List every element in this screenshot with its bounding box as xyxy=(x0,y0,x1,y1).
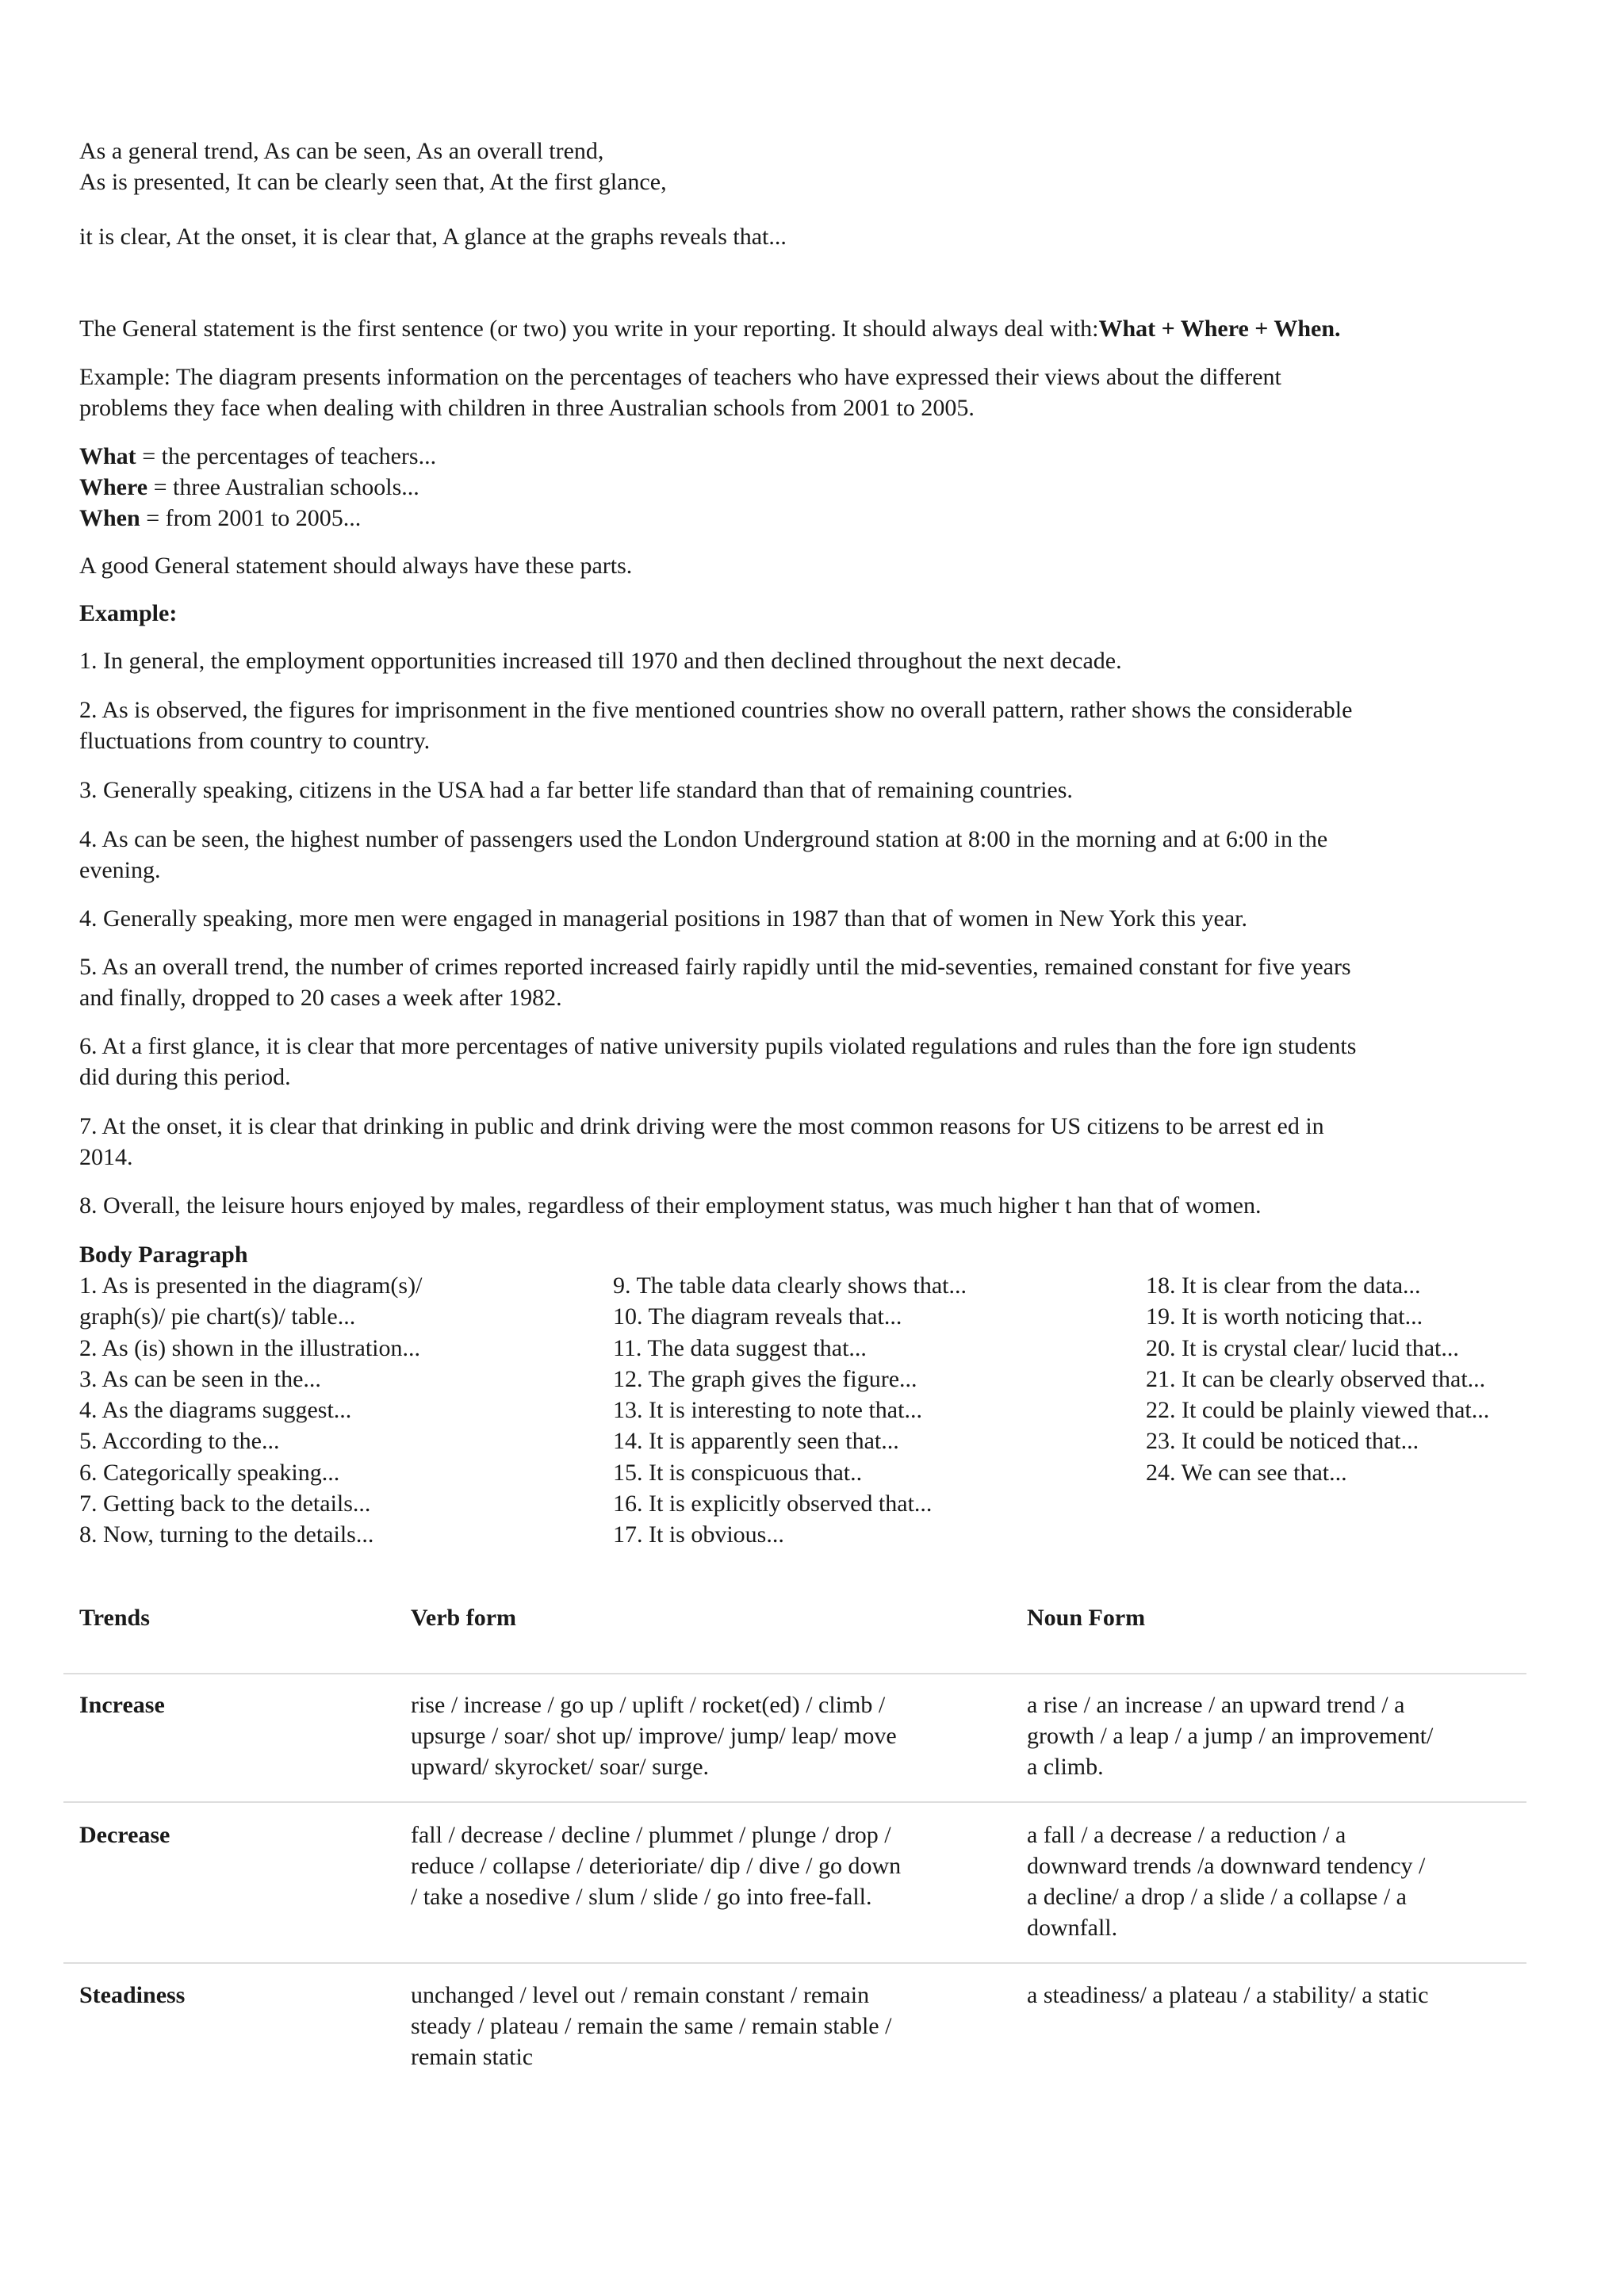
body-phrase: 13. It is interesting to note that... xyxy=(613,1397,922,1424)
example-item xyxy=(79,695,1352,756)
where-text: = three Australian schools... xyxy=(147,474,419,500)
verb-form-line: upsurge / soar/ shot up/ improve/ jump/ leap/ move xyxy=(411,1723,897,1749)
body-phrase: 3. As can be seen in the... xyxy=(79,1365,321,1392)
example-line: 2. As is observed, the figures for imprisonment in the five mentioned countries show no overall pattern, rather shows the considerable xyxy=(79,697,1353,723)
body-phrase: 23. It could be noticed that... xyxy=(1146,1428,1419,1455)
table-header-noun-form: Noun Form xyxy=(1027,1605,1146,1631)
where-line xyxy=(79,472,436,503)
body-phrase: 2. As (is) shown in the illustration... xyxy=(79,1334,420,1361)
body-phrases-column-1 xyxy=(79,1270,422,1551)
noun-form-cell xyxy=(1027,1689,1433,1782)
example-line: did during this period. xyxy=(79,1064,291,1090)
verb-form-cell xyxy=(411,1980,891,2072)
example-line: 2014. xyxy=(79,1144,133,1170)
example-item xyxy=(79,1111,1324,1173)
example-item xyxy=(79,1031,1356,1093)
noun-form-line: downfall. xyxy=(1027,1915,1118,1941)
example-line: 4. Generally speaking, more men were engaged in managerial positions in 1987 than that of women in New York this year. xyxy=(79,905,1247,932)
example-line: 5. As an overall trend, the number of crimes reported increased fairly rapidly until the mid-seventies, remained constant for five years xyxy=(79,954,1351,980)
what-where-when-list xyxy=(79,441,436,534)
noun-form-cell xyxy=(1027,1980,1429,2011)
verb-form-line: unchanged / level out / remain constant / remain xyxy=(411,1982,870,2008)
intro-line: As is presented, It can be clearly seen that, At the first glance, xyxy=(79,169,667,195)
example-item xyxy=(79,903,1247,934)
example-line: 4. As can be seen, the highest number of passengers used the London Underground station at 8:00 in the morning and at 6:00 in the xyxy=(79,826,1328,852)
body-phrase: 9. The table data clearly shows that... xyxy=(613,1272,967,1299)
body-phrase: 10. The diagram reveals that... xyxy=(613,1303,902,1330)
verb-form-cell xyxy=(411,1689,897,1782)
example-item xyxy=(79,1190,1261,1221)
intro-line: it is clear, At the onset, it is clear that, A glance at the graphs reveals that... xyxy=(79,224,787,250)
example-item xyxy=(79,645,1122,676)
example-line: evening. xyxy=(79,857,161,883)
when-text: = from 2001 to 2005... xyxy=(140,505,362,531)
verb-form-line: upward/ skyrocket/ soar/ surge. xyxy=(411,1754,710,1780)
example-heading: Example: xyxy=(79,600,178,626)
noun-form-line: a decline/ a drop / a slide / a collapse / a xyxy=(1027,1884,1407,1910)
body-phrase: 24. We can see that... xyxy=(1146,1459,1347,1486)
general-statement-text: The General statement is the first sentence (or two) you write in your reporting. It should always deal with: xyxy=(79,316,1099,342)
noun-form-line: a fall / a decrease / a reduction / a xyxy=(1027,1822,1346,1848)
general-statement-definition xyxy=(79,313,1341,344)
general-statement-bold: What + Where + When. xyxy=(1098,316,1341,342)
body-phrase: 5. According to the... xyxy=(79,1428,280,1455)
verb-form-line: remain static xyxy=(411,2044,534,2070)
example-line: 6. At a first glance, it is clear that more percentages of native university pupils violated regulations and rules than the fore ign students xyxy=(79,1033,1357,1059)
noun-form-cell xyxy=(1027,1820,1425,1943)
body-phrase: 22. It could be plainly viewed that... xyxy=(1146,1397,1490,1424)
body-phrases-column-2 xyxy=(613,1270,967,1551)
noun-form-line: a steadiness/ a plateau / a stability/ a static xyxy=(1027,1982,1429,2008)
body-phrase: 14. It is apparently seen that... xyxy=(613,1428,899,1455)
body-phrase: 15. It is conspicuous that.. xyxy=(613,1459,863,1486)
body-phrase: 12. The graph gives the figure... xyxy=(613,1365,917,1392)
example-item xyxy=(79,775,1073,806)
body-phrase: 11. The data suggest that... xyxy=(613,1334,867,1361)
trend-label-decrease: Decrease xyxy=(79,1822,170,1848)
where-label: Where xyxy=(79,474,148,500)
example-line: fluctuations from country to country. xyxy=(79,728,431,754)
body-phrase: 18. It is clear from the data... xyxy=(1146,1272,1421,1299)
verb-form-cell xyxy=(411,1820,901,1912)
table-divider xyxy=(63,1801,1526,1803)
good-statement-note: A good General statement should always have these parts. xyxy=(79,553,633,579)
body-phrase: 4. As the diagrams suggest... xyxy=(79,1397,352,1424)
example-line: 1. In general, the employment opportunities increased till 1970 and then declined throughout the next decade. xyxy=(79,648,1122,674)
verb-form-line: steady / plateau / remain the same / remain stable / xyxy=(411,2013,892,2039)
example-paragraph-line: problems they face when dealing with children in three Australian schools from 2001 to 2005. xyxy=(79,395,975,421)
what-line xyxy=(79,441,436,472)
noun-form-line: a climb. xyxy=(1027,1754,1104,1780)
intro-line: As a general trend, As can be seen, As an overall trend, xyxy=(79,138,604,164)
example-item xyxy=(79,951,1351,1013)
body-phrase: 20. It is crystal clear/ lucid that... xyxy=(1146,1334,1459,1361)
trend-label-increase: Increase xyxy=(79,1692,165,1718)
table-divider xyxy=(63,1673,1526,1674)
body-phrase: 16. It is explicitly observed that... xyxy=(613,1490,933,1517)
body-phrase: graph(s)/ pie chart(s)/ table... xyxy=(79,1303,356,1330)
body-paragraph-heading: Body Paragraph xyxy=(79,1242,248,1268)
body-phrase: 8. Now, turning to the details... xyxy=(79,1521,374,1548)
trend-label-steadiness: Steadiness xyxy=(79,1982,186,2008)
body-phrase: 17. It is obvious... xyxy=(613,1521,784,1548)
body-phrase: 7. Getting back to the details... xyxy=(79,1490,371,1517)
what-label: What xyxy=(79,443,136,469)
noun-form-line: growth / a leap / a jump / an improvement/ xyxy=(1027,1723,1434,1749)
when-line xyxy=(79,503,436,534)
body-phrases-column-3 xyxy=(1146,1270,1489,1488)
body-phrase: 6. Categorically speaking... xyxy=(79,1459,340,1486)
verb-form-line: fall / decrease / decline / plummet / plunge / drop / xyxy=(411,1822,891,1848)
what-text: = the percentages of teachers... xyxy=(136,443,437,469)
when-label: When xyxy=(79,505,140,531)
noun-form-line: downward trends /a downward tendency / xyxy=(1027,1853,1426,1879)
body-phrase: 21. It can be clearly observed that... xyxy=(1146,1365,1486,1392)
example-line: 8. Overall, the leisure hours enjoyed by males, regardless of their employment status, was much higher t han that of women. xyxy=(79,1192,1262,1219)
table-divider xyxy=(63,1962,1526,1964)
example-line: 7. At the onset, it is clear that drinking in public and drink driving were the most common reasons for US citizens to be arrest ed in xyxy=(79,1113,1324,1139)
body-phrase: 1. As is presented in the diagram(s)/ xyxy=(79,1272,423,1299)
body-phrase: 19. It is worth noticing that... xyxy=(1146,1303,1423,1330)
example-paragraph xyxy=(79,362,1281,423)
example-item xyxy=(79,824,1327,886)
table-header-trends: Trends xyxy=(79,1605,150,1631)
verb-form-line: reduce / collapse / deterioriate/ dip / dive / go down xyxy=(411,1853,902,1879)
intro-phrases xyxy=(79,136,667,197)
verb-form-line: rise / increase / go up / uplift / rocket(ed) / climb / xyxy=(411,1692,886,1718)
example-line: 3. Generally speaking, citizens in the USA had a far better life standard than that of remaining countries. xyxy=(79,777,1073,803)
verb-form-line: / take a nosedive / slum / slide / go into free-fall. xyxy=(411,1884,872,1910)
table-header-verb-form: Verb form xyxy=(411,1605,517,1631)
example-paragraph-line: Example: The diagram presents information on the percentages of teachers who have expressed their views about the different xyxy=(79,364,1281,390)
noun-form-line: a rise / an increase / an upward trend / a xyxy=(1027,1692,1405,1718)
example-line: and finally, dropped to 20 cases a week after 1982. xyxy=(79,985,562,1011)
